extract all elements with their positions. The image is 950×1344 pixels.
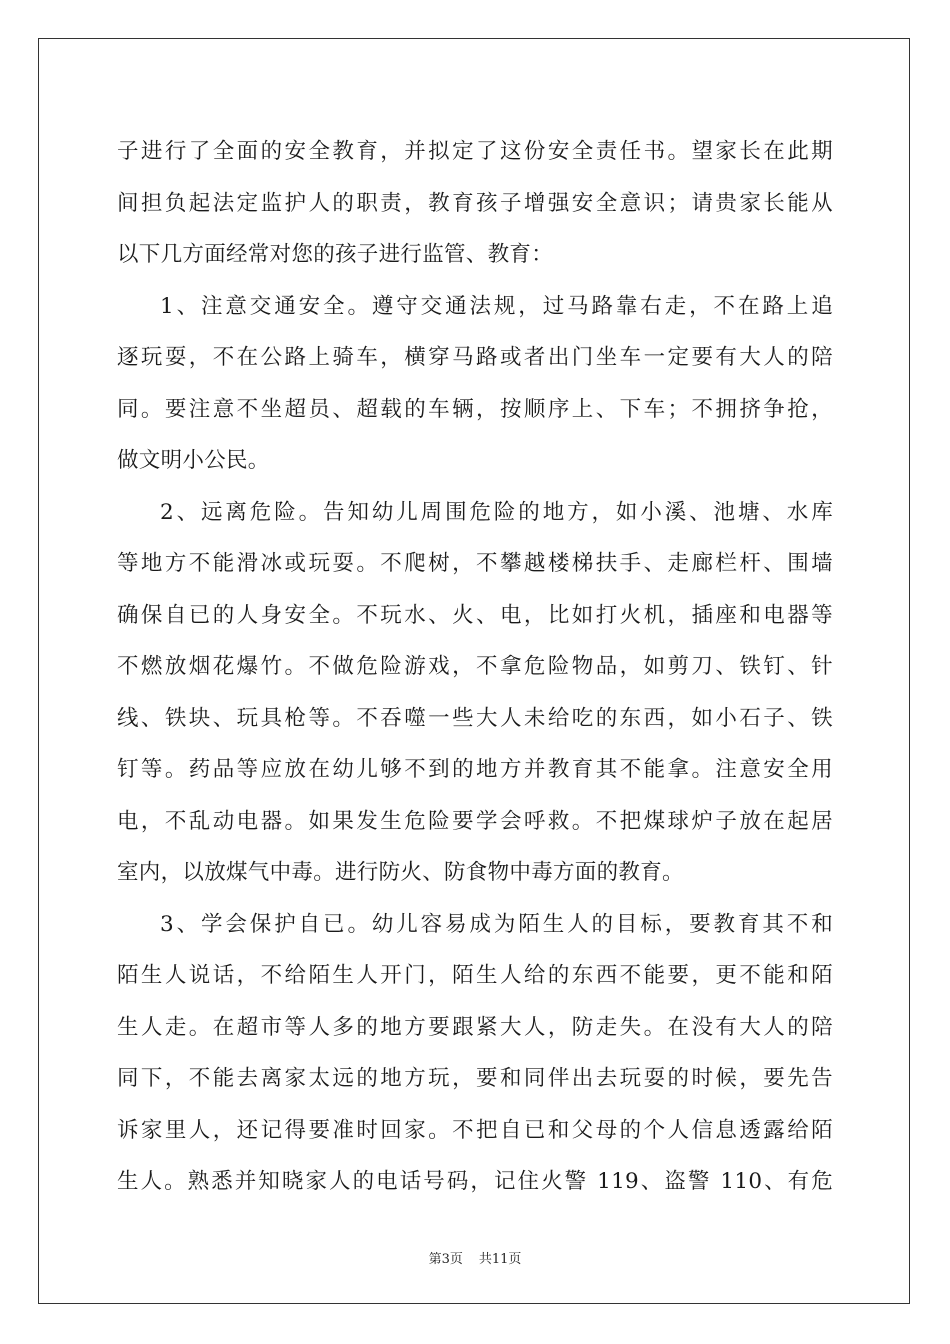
current-page-label: 第3页 xyxy=(428,1252,463,1267)
text-line: 逐玩耍，不在公路上骑车，横穿马路或者出门坐车一定要有大人的陪 xyxy=(117,345,833,370)
text-line: 同下，不能去离家太远的地方玩，要和同伴出去玩耍的时候，要先告 xyxy=(117,1066,833,1091)
text-line: 确保自已的人身安全。不玩水、火、电，比如打火机，插座和电器等 xyxy=(117,602,833,628)
text-line: 2、远离危险。告知幼儿周围危险的地方，如小溪、池塘、水库 xyxy=(160,499,833,525)
text-line: 电，不乱动电器。如果发生危险要学会呼救。不把煤球炉子放在起居 xyxy=(117,808,833,834)
text-line: 间担负起法定监护人的职责，教育孩子增强安全意识；请贵家长能从 xyxy=(117,190,833,216)
text-line: 1、注意交通安全。遵守交通法规，过马路靠右走，不在路上追 xyxy=(160,293,833,319)
text-line: 同。要注意不坐超员、超载的车辆，按顺序上、下车；不拥挤争抢， xyxy=(117,396,833,422)
total-pages-label: 共11页 xyxy=(478,1252,522,1267)
text-line: 做文明小公民。 xyxy=(117,448,270,473)
text-line: 生人。熟悉并知晓家人的电话号码，记住火警 119、盗警 110、有危 xyxy=(117,1169,833,1194)
text-line: 等地方不能滑冰或玩耍。不爬树，不攀越楼梯扶手、走廊栏杆、围墙 xyxy=(117,551,833,576)
document-body xyxy=(117,126,833,1208)
text-line: 诉家里人，还记得要准时回家。不把自已和父母的个人信息透露给陌 xyxy=(117,1117,833,1143)
text-line: 生人走。在超市等人多的地方要跟紧大人，防走失。在没有大人的陪 xyxy=(117,1014,833,1040)
text-line: 子进行了全面的安全教育，并拟定了这份安全责任书。望家长在此期 xyxy=(117,139,833,164)
text-line: 陌生人说话，不给陌生人开门，陌生人给的东西不能要，更不能和陌 xyxy=(117,963,833,988)
text-line: 不燃放烟花爆竹。不做危险游戏，不拿危险物品，如剪刀、铁钉、针 xyxy=(117,654,833,679)
page-footer xyxy=(0,1248,950,1267)
text-line: 室内，以放煤气中毒。进行防火、防食物中毒方面的教育。 xyxy=(117,860,684,885)
text-line: 线、铁块、玩具枪等。不吞噬一些大人未给吃的东西，如小石子、铁 xyxy=(117,705,833,731)
text-line: 钉等。药品等应放在幼儿够不到的地方并教育其不能拿。注意安全用 xyxy=(117,757,833,782)
text-line: 以下几方面经常对您的孩子进行监管、教育： xyxy=(117,242,554,267)
text-line: 3、学会保护自已。幼儿容易成为陌生人的目标，要教育其不和 xyxy=(160,911,833,937)
